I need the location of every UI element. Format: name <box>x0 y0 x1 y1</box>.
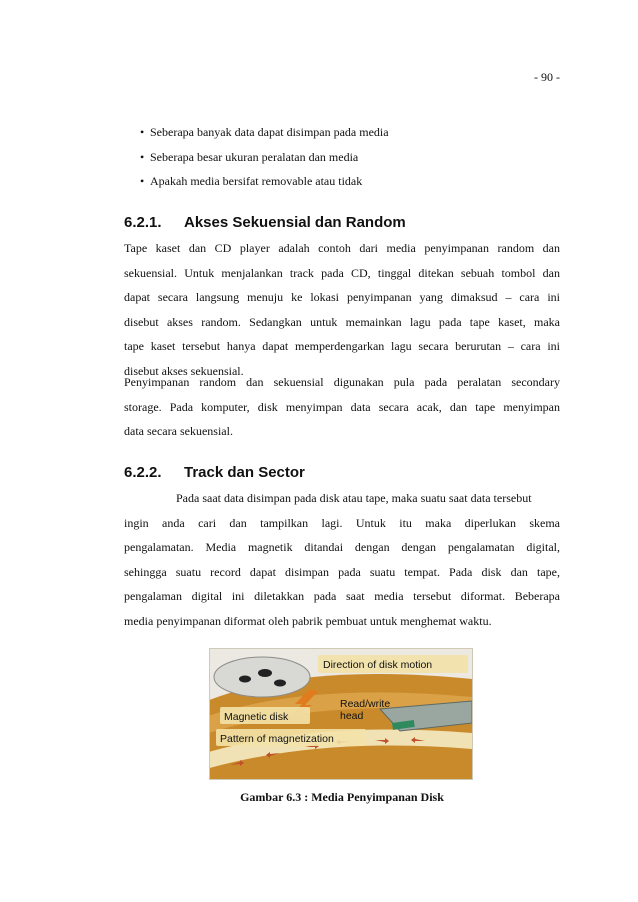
paragraph <box>124 486 560 633</box>
paragraph-line: Tape kaset dan CD player adalah contoh dari media penyimpanan random dan <box>124 241 560 255</box>
list-item <box>124 120 564 145</box>
bullet-text: Seberapa besar ukuran peralatan dan media <box>150 149 359 164</box>
label-pattern: Pattern of magnetization <box>220 733 334 745</box>
paragraph-line: pengalamatan. Media magnetik ditandai dengan dengan pengalamatan digital, <box>124 540 560 554</box>
bullet-icon: • <box>140 174 145 188</box>
paragraph-line: media penyimpanan diformat oleh pabrik pembuat untuk menghemat waktu. <box>124 613 492 628</box>
spindle-hole <box>239 676 251 683</box>
disk-illustration <box>210 649 472 779</box>
disk-figure <box>209 648 473 780</box>
figure-caption: Gambar 6.3 : Media Penyimpanan Disk <box>240 790 444 804</box>
section-heading <box>124 464 305 481</box>
paragraph-line: ingin anda cari dan tampilkan lagi. Untuk itu maka diperlukan skema <box>124 515 560 530</box>
paragraph-line: storage. Pada komputer, disk menyimpan data secara acak, dan tape menyimpan <box>124 399 560 414</box>
spindle-hole <box>274 680 286 687</box>
list-item <box>124 169 564 194</box>
section-heading <box>124 214 406 231</box>
paragraph <box>124 370 560 444</box>
section-title: Akses Sekuensial dan Random <box>184 214 406 231</box>
paragraph-line: sehingga suatu record dapat disimpan pada suatu tempat. Pada disk dan tape, <box>124 564 560 579</box>
bullet-icon: • <box>140 149 145 164</box>
section-title: Track dan Sector <box>184 464 305 481</box>
paragraph-line: pengalaman digital ini diletakkan pada saat media tersebut diformat. Beberapa <box>124 589 560 603</box>
paragraph-line: tape kaset tersebut hanya dapat memperdengarkan lagu secara berurutan – cara ini <box>124 339 560 353</box>
paragraph <box>124 236 560 383</box>
paragraph-line: data secara sekuensial. <box>124 424 233 438</box>
spindle-disc <box>214 657 310 697</box>
label-head-line2: head <box>340 710 364 722</box>
label-disk: Magnetic disk <box>224 711 289 723</box>
bullet-text: Seberapa banyak data dapat disimpan pada media <box>150 125 389 139</box>
page-number: - 90 - <box>534 70 560 84</box>
label-motion: Direction of disk motion <box>323 659 433 671</box>
list-item <box>124 145 564 170</box>
paragraph-line: sekuensial. Untuk menjalankan track pada CD, tinggal ditekan sebuah tombol dan <box>124 265 560 280</box>
paragraph-line: Pada saat data disimpan pada disk atau tape, maka suatu saat data tersebut <box>176 491 532 505</box>
paragraph-line: disebut akses random. Sedangkan untuk memainkan lagu pada tape kaset, maka <box>124 314 560 329</box>
bullet-list <box>124 120 564 194</box>
section-number: 6.2.2. <box>124 464 162 481</box>
section-number: 6.2.1. <box>124 214 162 231</box>
bullet-text: Apakah media bersifat removable atau tidak <box>150 174 363 188</box>
label-head-line1: Read/write <box>340 698 391 710</box>
bullet-icon: • <box>140 125 145 139</box>
spindle-hole <box>258 669 272 677</box>
paragraph-line: dapat secara langsung menuju ke lokasi penyimpanan yang dimaksud – cara ini <box>124 290 560 304</box>
paragraph-line: Penyimpanan random dan sekuensial digunakan pula pada peralatan secondary <box>124 375 560 389</box>
paragraph-line: disebut akses sekuensial. <box>124 363 244 378</box>
